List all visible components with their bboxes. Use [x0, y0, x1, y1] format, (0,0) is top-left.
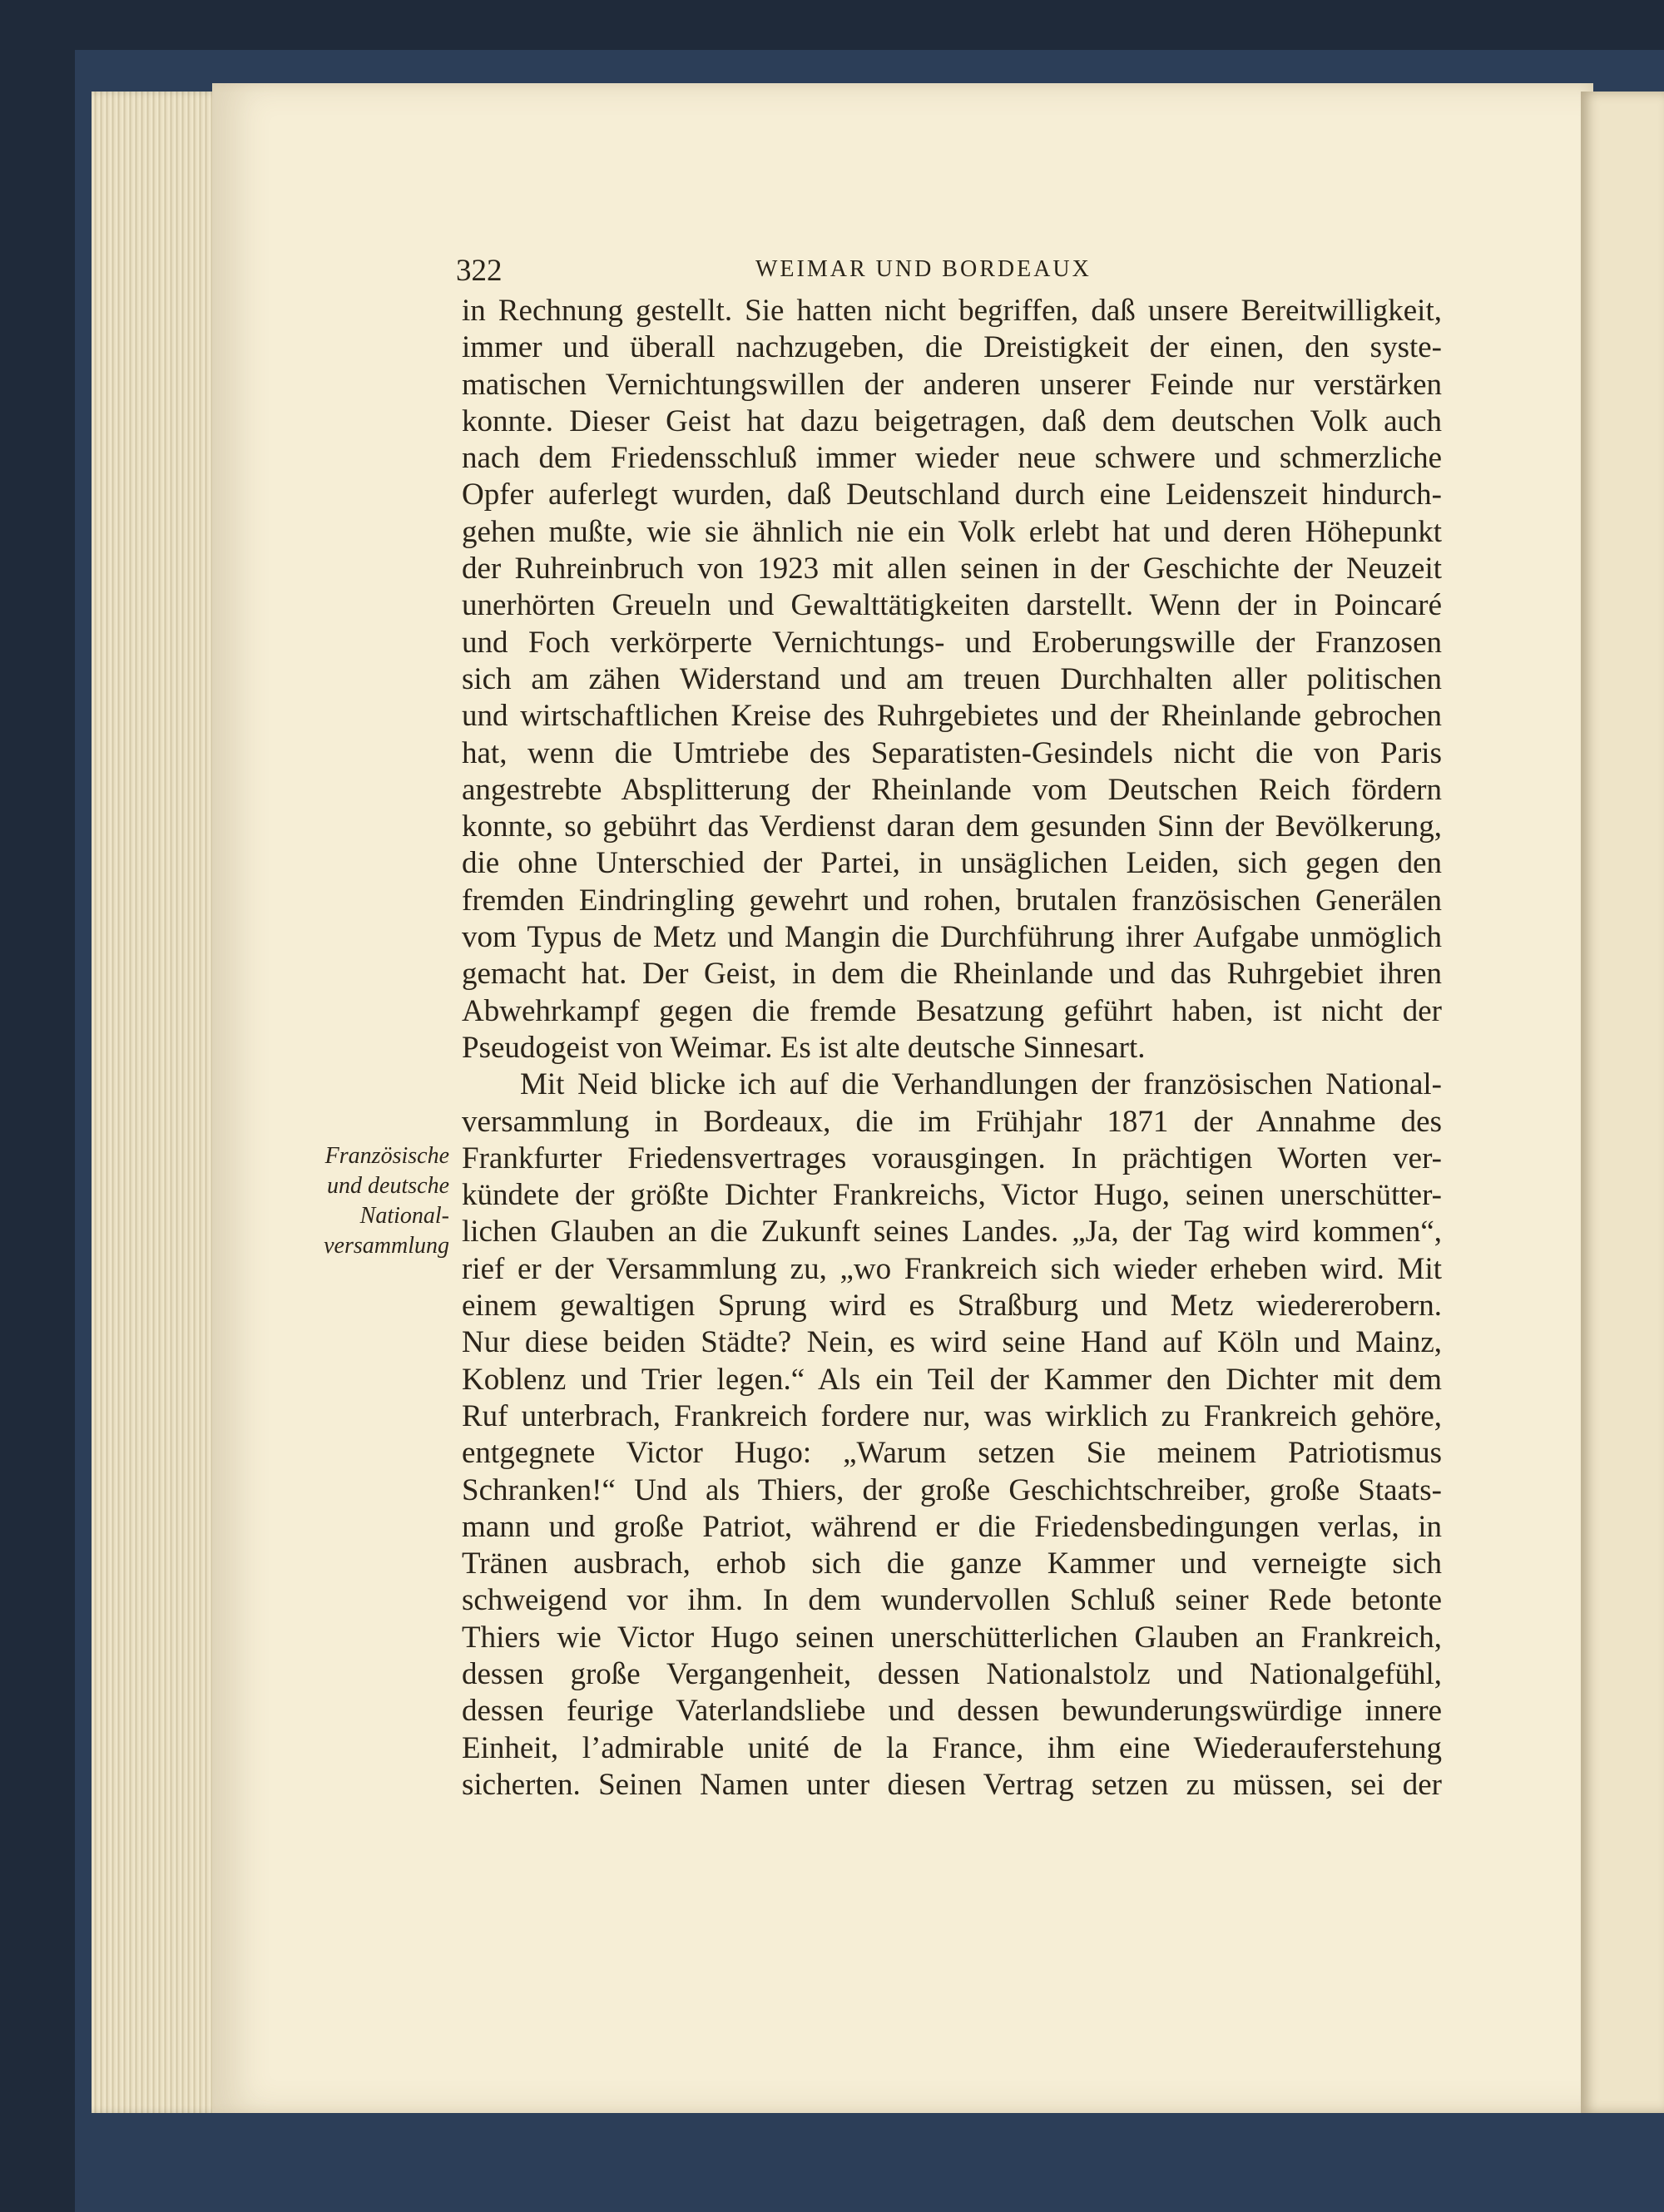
text-line: Opfer auferlegt wurden, daß Deutschland durch eine Leidenszeit hindurch- [462, 478, 1442, 512]
text-line: Tränen ausbrach, erhob sich die ganze Kammer und verneigte sich [462, 1546, 1442, 1581]
page-number: 322 [456, 254, 503, 288]
text-line: vom Typus de Metz und Mangin die Durchführung ihrer Aufgabe unmöglich [462, 920, 1442, 955]
text-line: gehen mußte, wie sie ähnlich nie ein Volk erlebt hat und deren Höhepunkt [462, 514, 1442, 549]
text-line: Ruf unterbrach, Frankreich fordere nur, was wirklich zu Frankreich gehöre, [462, 1398, 1442, 1433]
text-line: der Ruhreinbruch von 1923 mit allen seinen in der Geschichte der Neuzeit [462, 552, 1442, 586]
text-line: Koblenz und Trier legen.“ Als ein Teil der Kammer den Dichter mit dem [462, 1362, 1442, 1397]
text-line: gemacht hat. Der Geist, in dem die Rheinlande und das Ruhrgebiet ihren [462, 957, 1442, 992]
text-line: konnte, so gebührt das Verdienst daran dem gesunden Sinn der Bevölkerung, [462, 809, 1442, 844]
text-line: fremden Eindringling gewehrt und rohen, brutalen französischen Generälen [462, 883, 1442, 918]
text-line: rief er der Versammlung zu, „wo Frankreich sich wieder erheben wird. Mit [462, 1251, 1442, 1286]
facing-page-edge [1581, 92, 1664, 2113]
text-line: unerhörten Greueln und Gewalttätigkeiten darstellt. Wenn der in Poincaré [462, 588, 1442, 623]
text-line: Pseudogeist von Weimar. Es ist alte deutsche Sinnesart. [462, 1030, 1146, 1065]
body-text [462, 293, 1442, 1873]
text-line: mann und große Patriot, während er die Friedensbedingungen verlas, in [462, 1509, 1442, 1544]
text-line: entgegnete Victor Hugo: „Warum setzen Sie meinem Patriotismus [462, 1436, 1442, 1471]
text-line: hat, wenn die Umtriebe des Separatisten-Gesindels nicht die von Paris [462, 735, 1442, 770]
text-line: versammlung in Bordeaux, die im Frühjahr 1871 der Annahme des [462, 1104, 1442, 1139]
text-line: schweigend vor ihm. In dem wundervollen Schluß seiner Rede betonte [462, 1583, 1442, 1618]
text-line: konnte. Dieser Geist hat dazu beigetragen, daß dem deutschen Volk auch [462, 403, 1442, 438]
text-line: dessen feurige Vaterlandsliebe und dessen bewunderungswürdige innere [462, 1694, 1442, 1729]
text-line: einem gewaltigen Sprung wird es Straßburg und Metz wiedererobern. [462, 1289, 1442, 1324]
text-line: sicherten. Seinen Namen unter diesen Vertrag setzen zu müssen, sei der [462, 1767, 1442, 1802]
text-line: Frankfurter Friedensvertrages vorausgingen. In prächtigen Worten ver- [462, 1141, 1442, 1175]
text-line: immer und überall nachzugeben, die Dreistigkeit der einen, den syste- [462, 330, 1442, 365]
text-line: die ohne Unterschied der Partei, in unsäglichen Leiden, sich gegen den [462, 846, 1442, 881]
text-line: nach dem Friedensschluß immer wieder neue schwere und schmerzliche [462, 441, 1442, 476]
text-line: dessen große Vergangenheit, dessen Nationalstolz und Nationalgefühl, [462, 1656, 1442, 1691]
text-line: und wirtschaftlichen Kreise des Ruhrgebietes und der Rheinlande gebrochen [462, 699, 1442, 734]
text-line: kündete der größte Dichter Frankreichs, Victor Hugo, seinen unerschütter- [462, 1178, 1442, 1213]
text-line: Schranken!“ Und als Thiers, der große Geschichtschreiber, große Staats- [462, 1472, 1442, 1507]
marginal-note-line: Französische [324, 1143, 449, 1169]
text-line: Nur diese beiden Städte? Nein, es wird seine Hand auf Köln und Mainz, [462, 1325, 1442, 1360]
text-line: Einheit, l’admirable unité de la France, ihm eine Wiederauferstehung [462, 1730, 1442, 1765]
marginal-note-line: und deutsche [327, 1173, 449, 1199]
text-line: und Foch verkörperte Vernichtungs- und Eroberungswille der Franzosen [462, 625, 1442, 660]
text-line: angestrebte Absplitterung der Rheinlande vom Deutschen Reich fördern [462, 772, 1442, 807]
marginal-note [250, 1141, 449, 1261]
marginal-note-line: versammlung [324, 1233, 449, 1259]
text-line: in Rechnung gestellt. Sie hatten nicht begriffen, daß unsere Bereitwilligkeit, [462, 294, 1442, 328]
page-header [456, 253, 1446, 294]
running-title: WEIMAR UND BORDEAUX [755, 256, 1092, 282]
text-line: sich am zähen Widerstand und am treuen Durchhalten aller politischen [462, 661, 1442, 696]
text-line: Thiers wie Victor Hugo seinen unerschütterlichen Glauben an Frankreich, [462, 1620, 1442, 1655]
text-line: Mit Neid blicke ich auf die Verhandlungen der französischen National- [520, 1067, 1442, 1102]
text-line: matischen Vernichtungswillen der anderen unserer Feinde nur verstärken [462, 367, 1442, 402]
text-line: Abwehrkampf gegen die fremde Besatzung geführt haben, ist nicht der [462, 993, 1442, 1028]
text-line: lichen Glauben an die Zukunft seines Landes. „Ja, der Tag wird kommen“, [462, 1215, 1442, 1250]
marginal-note-line: National- [359, 1203, 449, 1229]
